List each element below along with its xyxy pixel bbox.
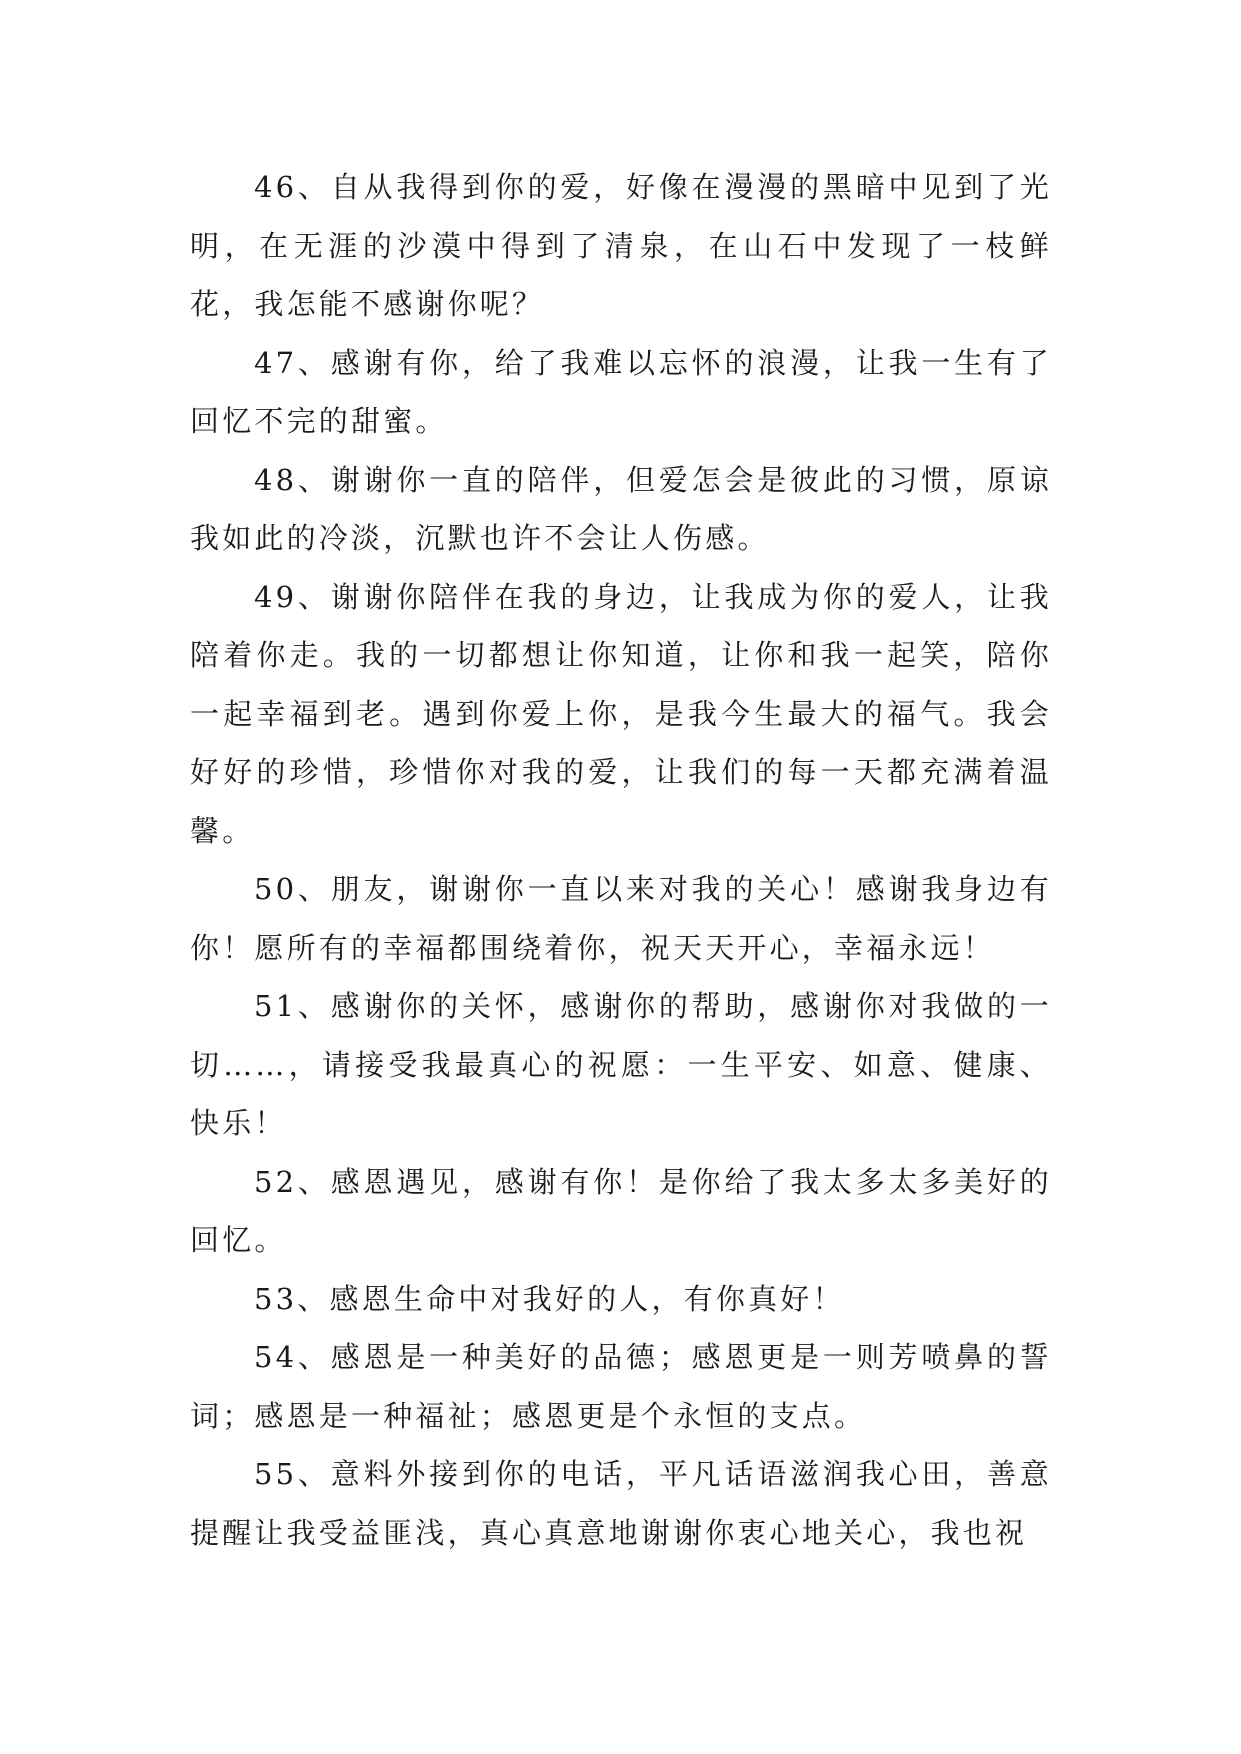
document-body <box>190 158 1052 1562</box>
paragraph-50: 50、朋友，谢谢你一直以来对我的关心！感谢我身边有你！愿所有的幸福都围绕着你，祝天天开心，幸福永远！ <box>190 872 1052 965</box>
paragraph-48: 48、谢谢你一直的陪伴，但爱怎会是彼此的习惯，原谅我如此的冷淡，沉默也许不会让人伤感。 <box>190 462 1052 555</box>
paragraph-51: 51、感谢你的关怀，感谢你的帮助，感谢你对我做的一切……，请接受我最真心的祝愿：一生平安、如意、健康、快乐！ <box>190 989 1052 1140</box>
paragraph-46: 46、自从我得到你的爱，好像在漫漫的黑暗中见到了光明，在无涯的沙漠中得到了清泉，在山石中发现了一枝鲜花，我怎能不感谢你呢？ <box>190 170 1052 321</box>
paragraph-49: 49、谢谢你陪伴在我的身边，让我成为你的爱人，让我陪着你走。我的一切都想让你知道，让你和我一起笑，陪你一起幸福到老。遇到你爱上你，是我今生最大的福气。我会好好的珍惜，珍惜你对我的爱，让我们的每一天都充满着温馨。 <box>190 579 1052 848</box>
paragraph-54: 54、感恩是一种美好的品德；感恩更是一则芳喷鼻的誓词；感恩是一种福祉；感恩更是个永恒的支点。 <box>190 1340 1052 1433</box>
paragraph-55: 55、意料外接到你的电话，平凡话语滋润我心田，善意提醒让我受益匪浅，真心真意地谢谢你衷心地关心，我也祝 <box>190 1457 1052 1550</box>
paragraph-52: 52、感恩遇见，感谢有你！是你给了我太多太多美好的回忆。 <box>190 1164 1052 1257</box>
paragraph-53: 53、感恩生命中对我好的人，有你真好！ <box>254 1281 845 1316</box>
paragraph-47: 47、感谢有你，给了我难以忘怀的浪漫，让我一生有了回忆不完的甜蜜。 <box>190 345 1052 438</box>
